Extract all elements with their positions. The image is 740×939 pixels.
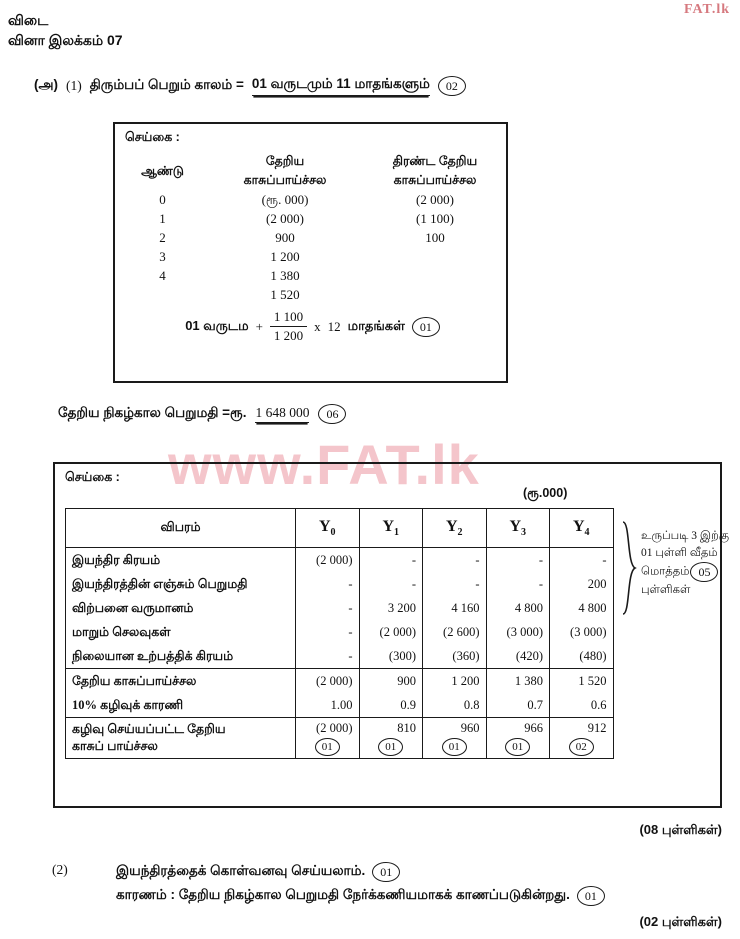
col-head-y1 [359,509,423,548]
part-a2-reason-mark: 01 [577,886,605,906]
row-label: விற்பனை வருமானம் [66,596,296,620]
cell-y2: (2 600) [423,620,487,644]
cell-y2: - [423,548,487,573]
cell-y4: - [550,548,614,573]
group-marking-annotation [641,528,733,599]
dcf-label-line-1: கழிவு செய்யப்பட்ட தேறிய [72,722,226,737]
formula-denominator: 1 200 [273,328,304,343]
cell-y1: 0.9 [359,693,423,718]
row-label: நிலையான உற்பத்திக் கிரயம் [66,644,296,669]
npv-result-label: தேறிய நிகழ்கால பெறுமதி =ரூ. [58,405,247,420]
cell-y3: - [486,548,550,573]
part-a1-row [34,76,466,96]
annotation-line-4: புள்ளிகள் [641,584,691,596]
cell-cum-cf [360,285,510,304]
table-row [115,228,510,247]
col-head-net-cashflow [210,152,360,190]
cell-y1: (300) [359,644,423,669]
cell-y0: - [296,572,360,596]
dcf-value-y2: 960 [460,721,480,735]
payback-schedule-table [115,152,510,304]
part-a2-reason-row [116,886,605,906]
cell-y1 [359,718,423,759]
cell-cum-cf: (2 000) [416,192,454,207]
answer-heading: விடை [8,12,49,28]
y4-sub: 4 [584,527,590,539]
table-row [115,190,510,209]
y3-base: Y [509,517,522,535]
row-label: இயந்திர கிரயம் [66,548,296,573]
table-row [115,266,510,285]
npv-table-header-row [66,509,614,548]
dcf-label-line-2: காசுப் பாய்ச்சல [72,739,158,754]
dcf-mark-y4: 02 [569,738,594,756]
working-box-1-title: செய்கை : [125,130,180,144]
table-header-row [115,152,510,190]
dcf-mark-y0: 01 [315,738,340,756]
part-label-a: (அ) [34,77,58,92]
cell-y2: (360) [423,644,487,669]
y1-sub: 1 [394,527,400,539]
annotation-line-2: 01 புள்ளி வீதம் [641,547,718,559]
cell-y3: 4 800 [486,596,550,620]
cell-y1: 900 [359,669,423,694]
cell-y2: 0.8 [423,693,487,718]
formula-mark: 01 [412,317,440,337]
working-box-payback [113,122,508,383]
question-number-label: வினா இலக்கம் 07 [8,32,123,48]
marks-total-part-a1: (08 புள்ளிகள்) [639,822,722,837]
y1-base: Y [382,517,395,535]
cell-y0: 1.00 [296,693,360,718]
table-row [115,209,510,228]
cell-year: 4 [159,268,166,283]
part-a2-answer-mark: 01 [372,862,400,882]
y2-sub: 2 [457,527,463,539]
dcf-mark-y3: 01 [505,738,530,756]
cell-y3 [486,718,550,759]
table-row [115,285,510,304]
cell-year [115,285,210,304]
cell-y0: - [296,620,360,644]
part-a2-item-label: (2) [52,862,68,877]
cell-cum-cf: 100 [425,230,445,245]
npv-result-mark: 06 [318,404,346,424]
part-a2-reason-text: காரணம் : தேறிய நிகழ்கால பெறுமதி நேர்க்கணியமாகக் காணப்படுகின்றது. [116,887,570,902]
marks-total-part-a2: (02 புள்ளிகள்) [639,914,722,929]
npv-result-row [58,404,346,424]
formula-numerator: 1 100 [270,309,307,327]
part-a2-answer-row [116,862,605,882]
cell-net-cf: 1 200 [270,249,300,264]
dcf-mark-y2: 01 [442,738,467,756]
table-row [66,718,614,759]
cell-y0: - [296,644,360,669]
cell-y0: (2 000) [296,548,360,573]
table-row [115,247,510,266]
part-a1-question-text: திரும்பப் பெறும் காலம் = [89,77,244,92]
y0-base: Y [318,517,331,535]
currency-unit-note: (ரூ.000) [523,486,568,500]
formula-plus-sign: + [255,318,263,334]
cell-y4: (3 000) [550,620,614,644]
cell-y2: - [423,572,487,596]
cell-y4 [550,718,614,759]
row-label-discounted-cashflow [66,718,296,759]
cell-year: 1 [159,211,166,226]
cell-net-cf: 900 [275,230,295,245]
y4-base: Y [572,517,585,535]
col-head-y0 [296,509,360,548]
annotation-line-3 [641,562,733,582]
col-head-year [115,152,210,190]
cell-y4: (480) [550,644,614,669]
table-row [66,596,614,620]
annotation-line-1: உருப்படி 3 இற்கு [641,530,730,542]
cell-y4: 1 520 [550,669,614,694]
row-label: இயந்திரத்தின் எஞ்சும் பெறுமதி [66,572,296,596]
cell-cum-cf [360,266,510,285]
cell-y3: - [486,572,550,596]
formula-unit-label: மாதங்கள் [347,318,405,333]
cell-y1: - [359,572,423,596]
cell-y2: 4 160 [423,596,487,620]
cell-y0 [296,718,360,759]
cell-y2 [423,718,487,759]
cell-y4: 0.6 [550,693,614,718]
table-row [66,572,614,596]
col-head-cum-l1: திரண்ட தேறிய [392,154,478,168]
table-row [66,693,614,718]
working-box-npv [53,462,730,808]
table-row [66,620,614,644]
part-a2-answer-text: இயந்திரத்தைக் கொள்வனவு செய்யலாம். [116,863,366,878]
dcf-value-y4: 912 [587,721,607,735]
row-label: 10% கழிவுக் காரணி [66,693,296,718]
row-label: தேறிய காசுப்பாய்ச்சல [66,669,296,694]
col-head-cumulative-cashflow [360,152,510,190]
cell-y1: (2 000) [359,620,423,644]
cell-y3: 0.7 [486,693,550,718]
dcf-value-y3: 966 [524,721,543,735]
y0-sub: 0 [330,527,336,539]
col-head-y2 [423,509,487,548]
cell-net-cf: 1 520 [270,287,300,302]
col-head-year-l1: ஆண்டு [141,163,184,178]
npv-table [65,508,614,759]
table-row [66,644,614,669]
npv-result-value: 1 648 000 [255,405,309,423]
col-head-y3 [486,509,550,548]
site-watermark: www.FAT.lk [168,433,480,496]
col-head-ncf-l2: காசுப்பாய்ச்சல [243,173,327,187]
part-a1-answer-value: 01 வருடமும் 11 மாதங்களும் [252,76,430,96]
fat-lk-logo: FAT.lk [683,2,730,17]
cell-y2: 1 200 [423,669,487,694]
part-a1-item-label: (1) [66,78,82,93]
col-head-ncf-l1: தேறிய [265,154,305,168]
cell-y3: (3 000) [486,620,550,644]
working-box-2-title: செய்கை : [65,470,120,484]
col-head-y4 [550,509,614,548]
table-row [66,548,614,573]
formula-lead-text: 01 வருடம [185,318,249,333]
dcf-value-y0: (2 000) [316,721,353,735]
cell-cum-cf [360,247,510,266]
cell-year: 0 [159,192,166,207]
cell-y1: 3 200 [359,596,423,620]
cell-y0: (2 000) [296,669,360,694]
cell-net-cf: (ரூ. 000) [261,192,309,207]
cell-y3: 1 380 [486,669,550,694]
formula-fraction [270,309,307,344]
row-label: மாறும் செலவுகள் [66,620,296,644]
cell-y4: 4 800 [550,596,614,620]
cell-year: 2 [159,230,166,245]
cell-y3: (420) [486,644,550,669]
cell-cum-cf: (1 100) [416,211,454,226]
cell-y0: - [296,596,360,620]
dcf-mark-y1: 01 [378,738,403,756]
part-a2-block [52,862,605,910]
cell-net-cf: (2 000) [266,211,304,226]
formula-times-sign: x [314,318,321,334]
payback-formula [115,309,510,344]
y2-base: Y [445,517,458,535]
cell-y1: - [359,548,423,573]
cell-year: 3 [159,249,166,264]
group-brace-icon [621,520,637,616]
y3-sub: 3 [521,527,527,539]
dcf-value-y1: 810 [397,721,416,735]
col-head-description: விபரம் [66,509,296,548]
table-row [66,669,614,694]
cell-y4: 200 [550,572,614,596]
formula-multiplier: 12 [327,318,341,334]
annotation-line-3-text: மொத்தம் [641,565,690,578]
cell-net-cf: 1 380 [270,268,300,283]
col-head-cum-l2: காசுப்பாய்ச்சல [393,173,477,187]
part-a1-mark: 02 [438,76,466,96]
annotation-mark: 05 [690,562,718,582]
